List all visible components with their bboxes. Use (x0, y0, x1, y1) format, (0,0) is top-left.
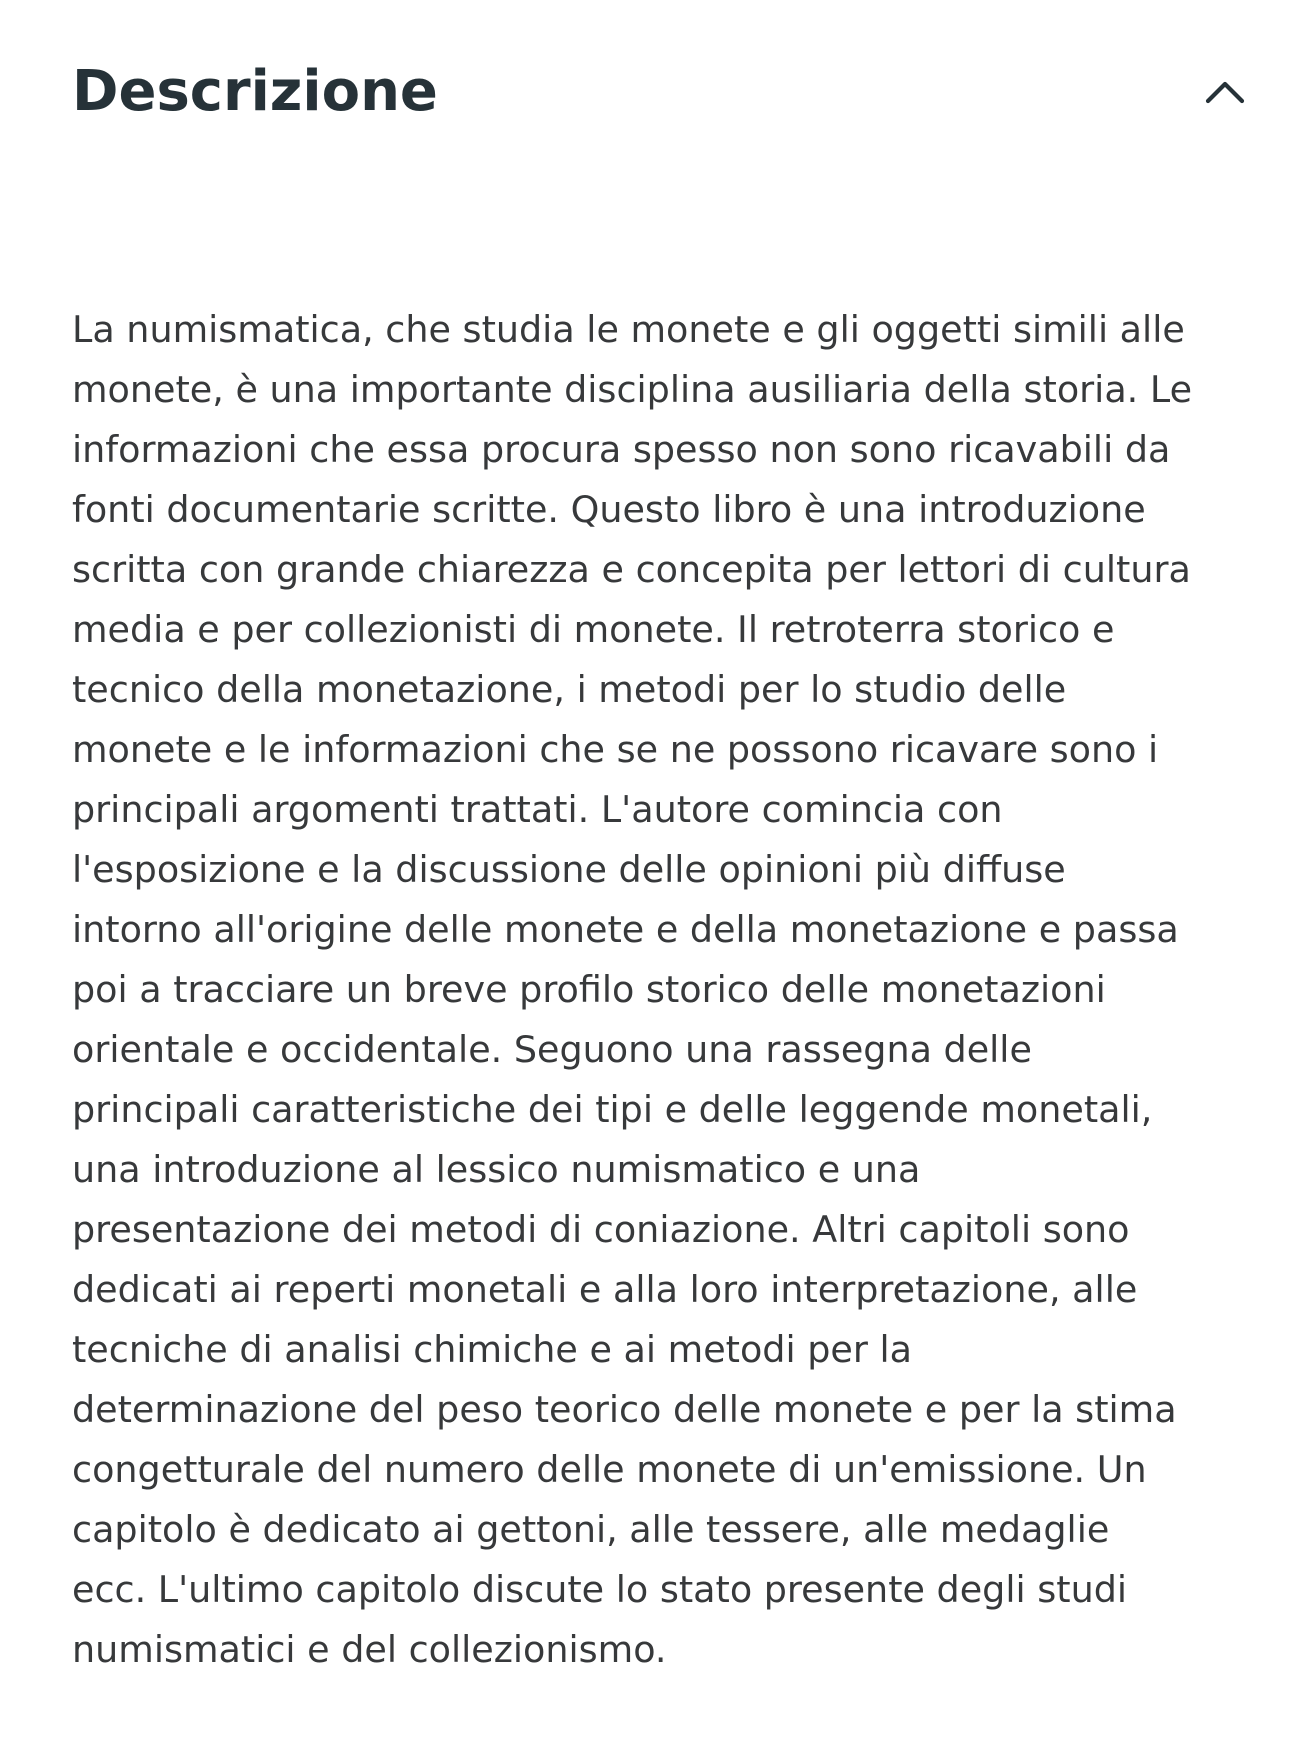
section-title: Descrizione (72, 59, 438, 124)
collapse-toggle-button[interactable] (1198, 65, 1252, 119)
chevron-up-icon (1204, 79, 1246, 105)
description-header[interactable] (72, 52, 1252, 132)
description-text: La numismatica, che studia le monete e gli oggetti simili alle monete, è una importante disciplina ausiliaria della storia. Le informazioni che essa procura spesso non sono ricavabili da fonti documentarie scritte. Questo libro è una introduzione scritta con grande chiarezza e concepita per lettori di cultura media e per collezionisti di monete. Il retroterra storico e tecnico della monetazione, i metodi per lo studio delle monete e le informazioni che se ne possono ricavare sono i principali argomenti trattati. L'autore comincia con l'esposizione e la discussione delle opinioni più diffuse intorno all'origine delle monete e della monetazione e passa poi a tracciare un breve profilo storico delle monetazioni orientale e occidentale. Seguono una rassegna delle principali caratteristiche dei tipi e delle leggende monetali, una introduzione al lessico numismatico e una presentazione dei metodi di coniazione. Altri capitoli sono dedicati ai reperti monetali e alla loro interpretazione, alle tecniche di analisi chimiche e ai metodi per la determinazione del peso teorico delle monete e per la stima congetturale del numero delle monete di un'emissione. Un capitolo è dedicato ai gettoni, alle tessere, alle medaglie ecc. L'ultimo capitolo discute lo stato presente degli studi numismatici e del collezionismo. (72, 308, 1193, 1671)
